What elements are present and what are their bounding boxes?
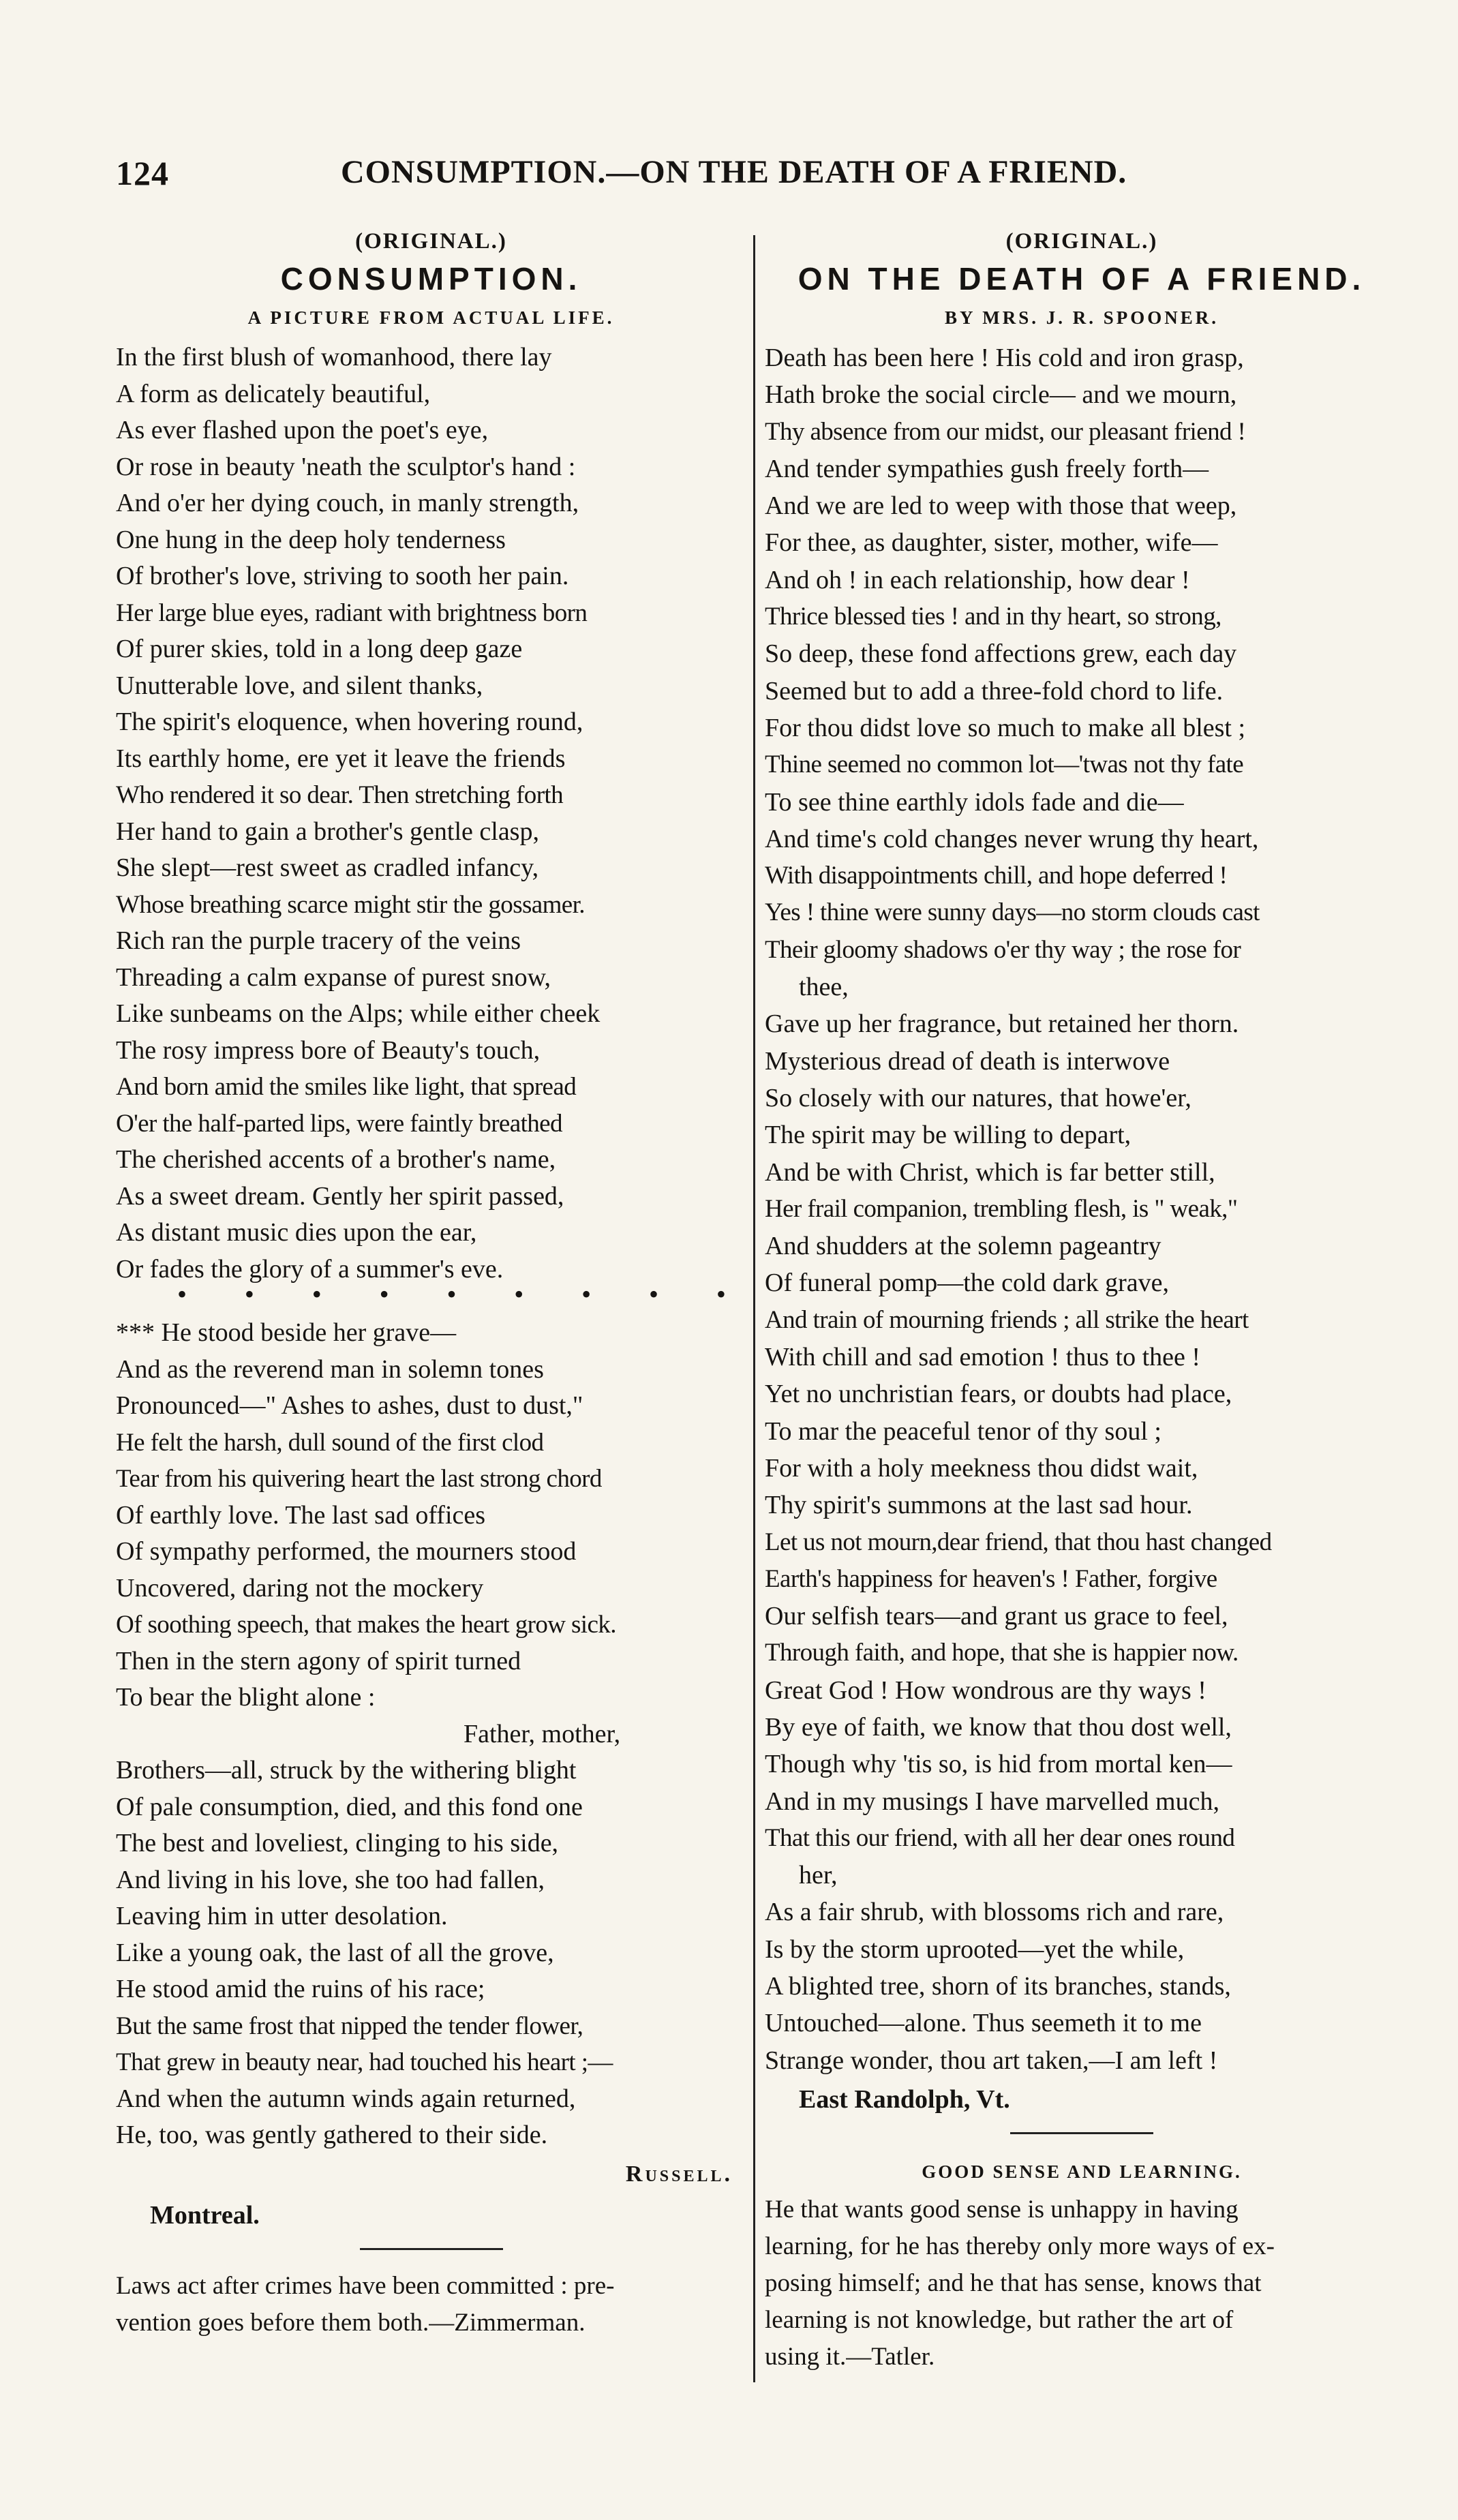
poem-line: Or rose in beauty 'neath the sculptor's hand : <box>116 452 576 481</box>
poem-line: A blighted tree, shorn of its branches, stands, <box>765 1972 1231 2001</box>
quote-paragraph <box>116 2268 746 2341</box>
poem-line: Then in the stern agony of spirit turned <box>116 1646 521 1675</box>
poem-line: Tear from his quivering heart the last strong chord <box>116 1465 602 1493</box>
poem-line: In the first blush of womanhood, there lay <box>116 343 552 371</box>
poem-stanza <box>116 1752 746 2154</box>
poem-line: Death has been here ! His cold and iron grasp, <box>765 344 1244 372</box>
poem-line: Threading a calm expanse of purest snow, <box>116 962 551 992</box>
right-column <box>765 225 1399 2375</box>
poem-line: Thrice blessed ties ! and in thy heart, so strong, <box>765 603 1221 631</box>
place-of-origin: East Randolph, Vt. <box>799 2084 1010 2114</box>
poem-line: And we are led to weep with those that weep, <box>765 491 1237 521</box>
section-break-dot: • <box>649 1279 659 1309</box>
section-title: GOOD SENSE AND LEARNING. <box>922 2161 1242 2182</box>
poem-line: Though why 'tis so, is hid from mortal ken— <box>765 1750 1232 1779</box>
section-break-dot: • <box>312 1279 322 1309</box>
poem-line: A form as delicately beautiful, <box>116 379 431 408</box>
poem-line: Her hand to gain a brother's gentle clasp, <box>116 817 539 846</box>
poem-line: Rich ran the purple tracery of the veins <box>116 926 521 955</box>
poem-line: And in my musings I have marvelled much, <box>765 1787 1219 1816</box>
poem-body <box>765 339 1399 2079</box>
poem-title: ON THE DEATH OF A FRIEND. <box>798 261 1366 297</box>
poem-line: Great God ! How wondrous are thy ways ! <box>765 1675 1206 1705</box>
poem-line: That grew in beauty near, had touched his heart ;— <box>116 2048 613 2076</box>
place-of-origin: Montreal. <box>150 2200 260 2230</box>
column-divider <box>753 235 755 2382</box>
poem-line: And time's cold changes never wrung thy heart, <box>765 824 1259 853</box>
running-title: CONSUMPTION.—ON THE DEATH OF A FRIEND. <box>341 154 1127 190</box>
poem-line: And tender sympathies gush freely forth— <box>765 454 1209 483</box>
paragraph-line: Laws act after crimes have been committed : pre- <box>116 2271 615 2300</box>
poem-line: For thou didst love so much to make all blest ; <box>765 713 1246 742</box>
poem-line: Earth's happiness for heaven's ! Father, forgive <box>765 1564 1217 1593</box>
paragraph-line: learning, for he has thereby only more ways of ex- <box>765 2232 1275 2260</box>
poem-line: Untouched—alone. Thus seemeth it to me <box>765 2009 1202 2038</box>
poem-line: Strange wonder, thou art taken,—I am left ! <box>765 2046 1218 2075</box>
section-break-dot: • <box>716 1279 726 1309</box>
poem-line: Yes ! thine were sunny days—no storm clouds cast <box>765 898 1260 927</box>
poem-line: As ever flashed upon the poet's eye, <box>116 416 489 444</box>
poem-stanza <box>116 1315 746 1716</box>
poem-line: By eye of faith, we know that thou dost well, <box>765 1712 1232 1742</box>
paragraph-line: vention goes before them both.—Zimmerman. <box>116 2308 586 2337</box>
poem-subtitle: A PICTURE FROM ACTUAL LIFE. <box>247 307 615 328</box>
poem-line: Father, mother, <box>464 1719 621 1748</box>
poem-line: Of purer skies, told in a long deep gaze <box>116 635 523 663</box>
poem-line: One hung in the deep holy tenderness <box>116 525 506 554</box>
poem-title: CONSUMPTION. <box>280 261 582 297</box>
poem-line: Her large blue eyes, radiant with brightness born <box>116 598 588 627</box>
original-tag: (ORIGINAL.) <box>1005 229 1158 254</box>
page-number: 124 <box>116 154 169 192</box>
section-break-dot: • <box>581 1279 592 1309</box>
paragraph-line: using it.—Tatler. <box>765 2342 935 2371</box>
poem-stanza <box>116 339 746 1288</box>
author-signature: Russell. <box>625 2161 733 2187</box>
poem-line: But the same frost that nipped the tender flower, <box>116 2012 583 2040</box>
poem-line: And shudders at the solemn pageantry <box>765 1232 1161 1261</box>
poem-line: As a sweet dream. Gently her spirit passed, <box>116 1181 564 1211</box>
poem-line: And when the autumn winds again returned, <box>116 2084 576 2113</box>
poem-line: Thy spirit's summons at the last sad hour. <box>765 1491 1193 1520</box>
poem-line: That this our friend, with all her dear ones round <box>765 1823 1235 1852</box>
poem-line: Through faith, and hope, that she is happier now. <box>765 1639 1239 1667</box>
poem-line: And as the reverend man in solemn tones <box>116 1354 544 1384</box>
poem-line: He felt the harsh, dull sound of the first clod <box>116 1428 544 1457</box>
original-tag: (ORIGINAL.) <box>355 229 507 254</box>
poem-line: She slept—rest sweet as cradled infancy, <box>116 853 539 882</box>
paragraph-line: learning is not knowledge, but rather the art of <box>765 2305 1234 2334</box>
poem-line: Of funeral pomp—the cold dark grave, <box>765 1269 1170 1298</box>
poem-line: And living in his love, she too had fallen, <box>116 1865 545 1894</box>
poem-line: The spirit's eloquence, when hovering round, <box>116 708 583 736</box>
paragraph-line: He that wants good sense is unhappy in having <box>765 2195 1239 2223</box>
poem-line: Uncovered, daring not the mockery <box>116 1573 484 1603</box>
poem-line: Of brother's love, striving to sooth her pain. <box>116 562 569 590</box>
poem-line: With disappointments chill, and hope deferred ! <box>765 862 1228 890</box>
section-break-dot: • <box>177 1279 187 1309</box>
poem-line: And o'er her dying couch, in manly strength, <box>116 489 579 517</box>
poem-line: As distant music dies upon the ear, <box>116 1218 477 1247</box>
poem-line: He stood amid the ruins of his race; <box>116 1975 485 2003</box>
poem-line: With chill and sad emotion ! thus to thee ! <box>765 1343 1201 1372</box>
section-break-dots <box>116 1279 746 1315</box>
short-rule <box>360 2248 503 2250</box>
poem-line: Or fades the glory of a summer's eve. <box>116 1254 504 1284</box>
poem-line: Gave up her fragrance, but retained her thorn. <box>765 1009 1239 1039</box>
poem-line: The spirit may be willing to depart, <box>765 1121 1132 1150</box>
section-break-dot: • <box>244 1279 254 1309</box>
poem-line: As a fair shrub, with blossoms rich and rare, <box>765 1898 1224 1927</box>
poem-line: Brothers—all, struck by the withering blight <box>116 1756 577 1785</box>
poem-line: Our selfish tears—and grant us grace to feel, <box>765 1602 1228 1631</box>
poem-line: Yet no unchristian fears, or doubts had place, <box>765 1380 1232 1409</box>
poem-line: Of earthly love. The last sad offices <box>116 1500 486 1530</box>
poem-line: The best and loveliest, clinging to his side, <box>116 1829 559 1857</box>
poem-line: O'er the half-parted lips, were faintly breathed <box>116 1109 562 1138</box>
section-break-dot: • <box>514 1279 524 1309</box>
poem-byline: BY MRS. J. R. SPOONER. <box>944 307 1219 328</box>
poem-line: And train of mourning friends ; all strike the heart <box>765 1305 1249 1334</box>
poem-line: Who rendered it so dear. Then stretching forth <box>116 781 563 809</box>
poem-line: Her frail companion, trembling flesh, is " weak," <box>765 1194 1238 1223</box>
poem-line: For thee, as daughter, sister, mother, wife— <box>765 528 1218 558</box>
poem-line: So deep, these fond affections grew, each day <box>765 639 1237 669</box>
poem-line: To bear the blight alone : <box>116 1683 376 1712</box>
poem-line: Of sympathy performed, the mourners stood <box>116 1537 577 1566</box>
poem-line: Of pale consumption, died, and this fond one <box>116 1792 583 1821</box>
poem-line: Leaving him in utter desolation. <box>116 1902 448 1930</box>
running-header <box>116 153 1397 201</box>
poem-line: Pronounced—" Ashes to ashes, dust to dust," <box>116 1391 583 1420</box>
poem-line: Of soothing speech, that makes the heart grow sick. <box>116 1611 616 1639</box>
poem-line: thee, <box>799 973 849 1002</box>
paragraph-line: posing himself; and he that has sense, knows that <box>765 2268 1262 2297</box>
poem-line: The cherished accents of a brother's name, <box>116 1145 556 1174</box>
poem-line: So closely with our natures, that howe'er, <box>765 1083 1191 1112</box>
poem-line: Mysterious dread of death is interwove <box>765 1046 1170 1076</box>
left-column <box>116 225 746 2341</box>
poem-line: Unutterable love, and silent thanks, <box>116 671 483 700</box>
section-break-dot: • <box>446 1279 457 1309</box>
poem-line: And be with Christ, which is far better still, <box>765 1157 1215 1187</box>
poem-line: Whose breathing scarce might stir the gossamer. <box>116 890 585 919</box>
poem-line: Thine seemed no common lot—'twas not thy fate <box>765 750 1244 779</box>
essay-paragraph <box>765 2191 1399 2375</box>
poem-line: Is by the storm uprooted—yet the while, <box>765 1934 1185 1964</box>
poem-line: And born amid the smiles like light, that spread <box>116 1073 577 1101</box>
section-break-dot: • <box>379 1279 389 1309</box>
poem-line: Let us not mourn,dear friend, that thou hast changed <box>765 1528 1272 1556</box>
poem-line: Like a young oak, the last of all the grove, <box>116 1938 554 1967</box>
poem-line: And oh ! in each relationship, how dear ! <box>765 565 1190 594</box>
poem-line: Their gloomy shadows o'er thy way ; the rose for <box>765 935 1241 964</box>
poem-line: *** He stood beside her grave— <box>116 1318 457 1347</box>
short-rule <box>1010 2132 1153 2134</box>
poem-line: Seemed but to add a three-fold chord to life. <box>765 676 1224 705</box>
poem-line: The rosy impress bore of Beauty's touch, <box>116 1035 541 1065</box>
poem-line: He, too, was gently gathered to their side. <box>116 2121 548 2149</box>
poem-line: Hath broke the social circle— and we mourn, <box>765 380 1237 410</box>
poem-line: Its earthly home, ere yet it leave the friends <box>116 744 566 773</box>
poem-line: For with a holy meekness thou didst wait, <box>765 1453 1198 1483</box>
poem-line: To see thine earthly idols fade and die— <box>765 787 1184 817</box>
poem-line: To mar the peaceful tenor of thy soul ; <box>765 1416 1161 1446</box>
poem-line: Like sunbeams on the Alps; while either cheek <box>116 999 601 1028</box>
poem-line: her, <box>799 1861 838 1890</box>
poem-line: Thy absence from our midst, our pleasant friend ! <box>765 417 1246 446</box>
